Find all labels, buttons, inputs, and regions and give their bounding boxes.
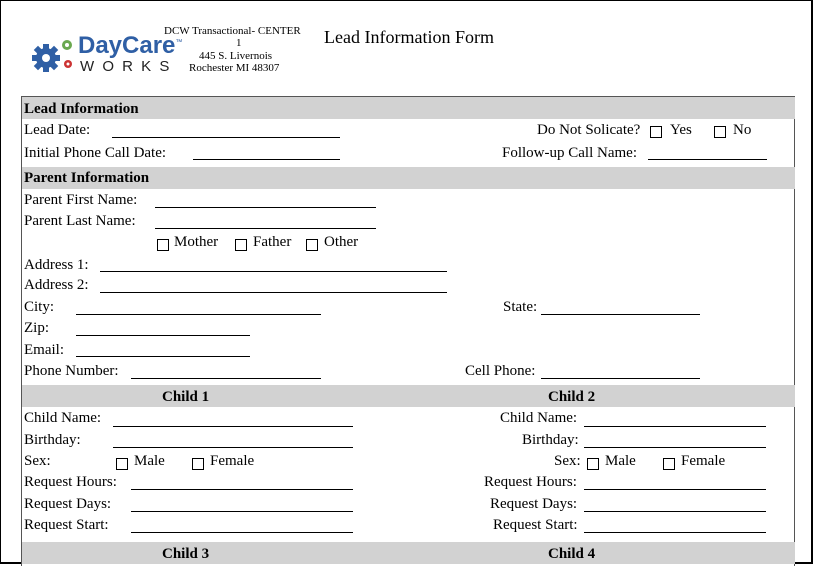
lead-date-label: Lead Date: bbox=[24, 122, 91, 138]
zip-label: Zip: bbox=[24, 320, 49, 336]
child2-hours-field[interactable] bbox=[584, 489, 766, 490]
center-city: Rochester MI 48307 bbox=[189, 62, 280, 74]
city-label: City: bbox=[24, 299, 55, 315]
city-field[interactable] bbox=[76, 314, 321, 315]
parent-section-title: Parent Information bbox=[24, 170, 150, 186]
daycare-works-logo bbox=[30, 32, 183, 78]
child2-name-field[interactable] bbox=[584, 426, 766, 427]
center-address: 445 S. Livernois bbox=[199, 50, 273, 62]
other-checkbox[interactable] bbox=[306, 239, 318, 251]
logo-works-text: W O R K S bbox=[80, 58, 172, 75]
child2-sex-label: Sex: bbox=[554, 453, 581, 469]
child2-birthday-field[interactable] bbox=[584, 447, 766, 448]
form-title: Lead Information Form bbox=[324, 27, 494, 47]
child2-title: Child 2 bbox=[548, 389, 596, 405]
followup-field[interactable] bbox=[648, 159, 767, 160]
center-name: DCW Transactional- CENTER bbox=[164, 25, 301, 37]
child2-male-label: Male bbox=[605, 453, 636, 469]
child1-name-field[interactable] bbox=[113, 426, 353, 427]
child3-title: Child 3 bbox=[162, 546, 210, 562]
address2-label: Address 2: bbox=[24, 277, 89, 293]
child2-birthday-label: Birthday: bbox=[522, 432, 579, 448]
parent-first-field[interactable] bbox=[155, 207, 376, 208]
child2-days-label: Request Days: bbox=[490, 496, 578, 512]
child-3-4-header bbox=[22, 542, 795, 564]
do-not-solicit-no-checkbox[interactable] bbox=[714, 126, 726, 138]
parent-first-label: Parent First Name: bbox=[24, 192, 138, 208]
child1-start-label: Request Start: bbox=[24, 517, 109, 533]
child4-title: Child 4 bbox=[548, 546, 596, 562]
do-not-solicit-yes-checkbox[interactable] bbox=[650, 126, 662, 138]
lead-date-field[interactable] bbox=[112, 137, 340, 138]
followup-label: Follow-up Call Name: bbox=[502, 145, 637, 161]
child2-female-checkbox[interactable] bbox=[663, 458, 675, 470]
child1-male-label: Male bbox=[134, 453, 165, 469]
child2-hours-label: Request Hours: bbox=[484, 474, 577, 490]
address1-label: Address 1: bbox=[24, 257, 89, 273]
parent-last-field[interactable] bbox=[155, 228, 376, 229]
parent-last-label: Parent Last Name: bbox=[24, 213, 136, 229]
address2-field[interactable] bbox=[100, 292, 447, 293]
child2-start-field[interactable] bbox=[584, 532, 766, 533]
lead-section-title: Lead Information bbox=[24, 101, 139, 117]
email-field[interactable] bbox=[76, 356, 250, 357]
child-1-2-header bbox=[22, 385, 795, 407]
child1-name-label: Child Name: bbox=[24, 410, 102, 426]
father-label: Father bbox=[253, 234, 292, 250]
child1-days-field[interactable] bbox=[131, 511, 353, 512]
phone-label: Phone Number: bbox=[24, 363, 119, 379]
father-checkbox[interactable] bbox=[235, 239, 247, 251]
mother-label: Mother bbox=[174, 234, 219, 250]
child2-male-checkbox[interactable] bbox=[587, 458, 599, 470]
child1-sex-label: Sex: bbox=[24, 453, 51, 469]
phone-field[interactable] bbox=[131, 378, 321, 379]
child2-name-label: Child Name: bbox=[500, 410, 578, 426]
mother-checkbox[interactable] bbox=[157, 239, 169, 251]
email-label: Email: bbox=[24, 342, 64, 358]
do-not-solicit-label: Do Not Solicate? bbox=[537, 122, 641, 138]
cell-label: Cell Phone: bbox=[465, 363, 536, 379]
child1-days-label: Request Days: bbox=[24, 496, 112, 512]
logo-care-text: Care bbox=[122, 32, 176, 59]
child1-title: Child 1 bbox=[162, 389, 210, 405]
child1-birthday-field[interactable] bbox=[113, 447, 353, 448]
address1-field[interactable] bbox=[100, 271, 447, 272]
other-label: Other bbox=[324, 234, 359, 250]
logo-tm: ™ bbox=[175, 39, 183, 46]
child1-start-field[interactable] bbox=[131, 532, 353, 533]
cell-field[interactable] bbox=[541, 378, 700, 379]
state-field[interactable] bbox=[541, 314, 700, 315]
initial-call-label: Initial Phone Call Date: bbox=[24, 145, 167, 161]
center-number: 1 bbox=[236, 37, 242, 49]
zip-field[interactable] bbox=[76, 335, 250, 336]
child1-female-checkbox[interactable] bbox=[192, 458, 204, 470]
gear-icon bbox=[30, 36, 80, 76]
state-label: State: bbox=[503, 299, 538, 315]
child1-male-checkbox[interactable] bbox=[116, 458, 128, 470]
child1-female-label: Female bbox=[210, 453, 255, 469]
child1-hours-label: Request Hours: bbox=[24, 474, 117, 490]
yes-label: Yes bbox=[670, 122, 692, 138]
logo-day-text: Day bbox=[78, 32, 123, 59]
child2-days-field[interactable] bbox=[584, 511, 766, 512]
initial-call-field[interactable] bbox=[193, 159, 340, 160]
child1-hours-field[interactable] bbox=[131, 489, 353, 490]
child1-birthday-label: Birthday: bbox=[24, 432, 81, 448]
no-label: No bbox=[733, 122, 752, 138]
child2-female-label: Female bbox=[681, 453, 726, 469]
child2-start-label: Request Start: bbox=[493, 517, 578, 533]
